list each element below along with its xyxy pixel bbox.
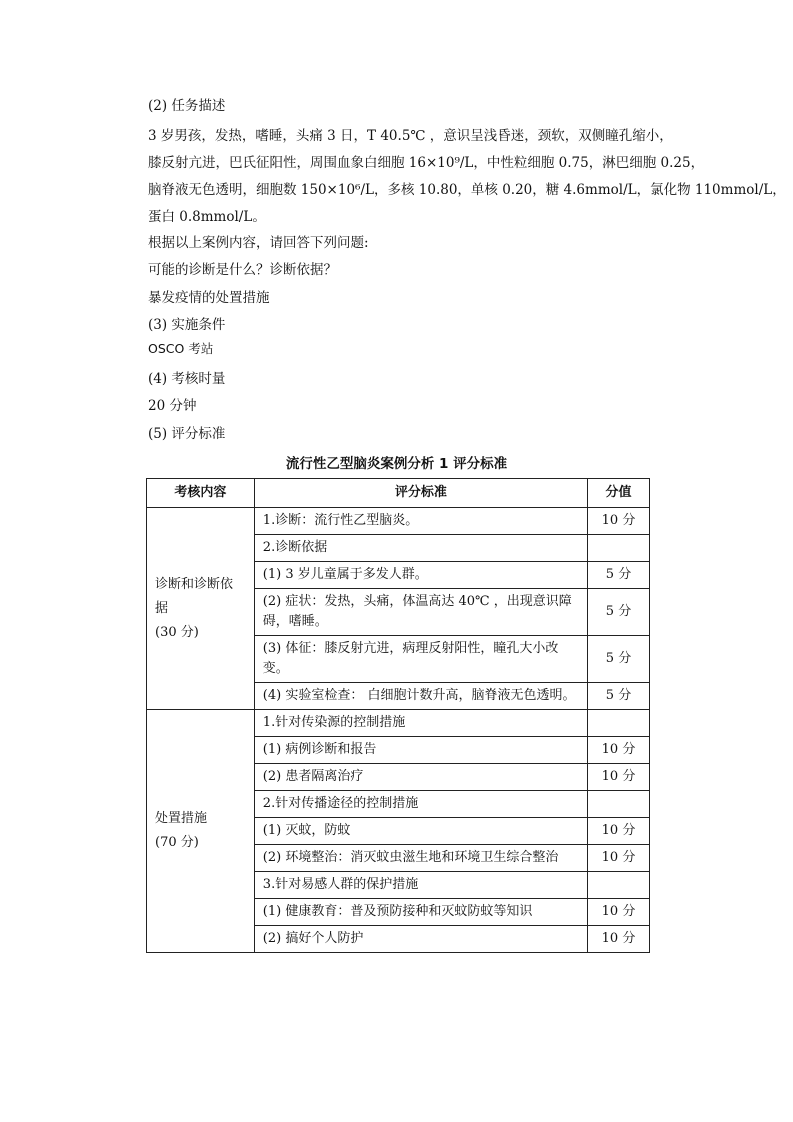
score-cell: 5 分 xyxy=(588,589,650,636)
conditions-heading: (3) 实施条件 xyxy=(148,317,226,333)
case-line-3: 脑脊液无色透明，细胞数 150×10⁶/L，多核 10.80，单核 0.20，糖 4.6mmol/L，氯化物 110mmol/L， xyxy=(148,182,786,198)
standard-heading: (5) 评分标准 xyxy=(148,426,226,442)
category-points: (70 分) xyxy=(155,835,199,850)
criteria-cell: (2) 搞好个人防护 xyxy=(254,926,587,953)
criteria-cell: 1.诊断：流行性乙型脑炎。 xyxy=(254,508,587,535)
question-2: 暴发疫情的处置措施 xyxy=(148,290,270,306)
score-cell: 10 分 xyxy=(588,818,650,845)
category-points: (30 分) xyxy=(155,624,199,640)
table-caption: 流行性乙型脑炎案例分析 1 评分标准 xyxy=(285,456,508,472)
question-1: 可能的诊断是什么？诊断依据？ xyxy=(148,262,337,278)
case-line-4: 蛋白 0.8mmol/L。 xyxy=(148,209,266,225)
criteria-cell: (2) 患者隔离治疗 xyxy=(254,764,587,791)
score-cell: 5 分 xyxy=(588,562,650,589)
header-content: 考核内容 xyxy=(147,479,255,508)
score-cell xyxy=(588,535,650,562)
criteria-cell: (1) 3 岁儿童属于多发人群。 xyxy=(254,562,587,589)
task-prompt: 根据以上案例内容，请回答下列问题: xyxy=(148,235,369,251)
criteria-cell: (2) 环境整治：消灭蚊虫滋生地和环境卫生综合整治 xyxy=(254,845,587,872)
category-name: 处置措施 xyxy=(155,811,208,826)
criteria-cell: 2.针对传播途径的控制措施 xyxy=(254,791,587,818)
table-row xyxy=(147,508,650,535)
criteria-cell: (1) 病例诊断和报告 xyxy=(254,737,587,764)
criteria-cell: (1) 健康教育：普及预防接种和灭蚊防蚊等知识 xyxy=(254,899,587,926)
category-name: 诊断和诊断依据 xyxy=(155,576,234,616)
scoring-table xyxy=(146,478,650,953)
criteria-cell: (4) 实验室检查： 白细胞计数升高，脑脊液无色透明。 xyxy=(254,683,587,710)
score-cell: 10 分 xyxy=(588,926,650,953)
criteria-cell: (3) 体征：膝反射亢进，病理反射阳性，瞳孔大小改变。 xyxy=(254,636,587,683)
case-line-2: 膝反射亢进，巴氏征阳性，周围血象白细胞 16×10⁹/L，中性粒细胞 0.75，淋巴细胞 0.25， xyxy=(148,155,705,171)
score-cell: 10 分 xyxy=(588,737,650,764)
case-line-1: 3 岁男孩，发热，嗜睡，头痛 3 日，T 40.5℃ ，意识呈浅昏迷，颈软，双侧瞳孔缩小， xyxy=(148,128,673,144)
table-row xyxy=(147,710,650,737)
task-heading: (2) 任务描述 xyxy=(148,98,226,114)
score-cell: 10 分 xyxy=(588,508,650,535)
category-cell xyxy=(147,508,255,710)
duration-heading: (4) 考核时量 xyxy=(148,371,226,387)
score-cell: 10 分 xyxy=(588,899,650,926)
table-header-row xyxy=(147,479,650,508)
criteria-cell: (2) 症状：发热，头痛，体温高达 40℃ ，出现意识障碍，嗜睡。 xyxy=(254,589,587,636)
score-cell xyxy=(588,791,650,818)
header-score: 分值 xyxy=(588,479,650,508)
category-cell xyxy=(147,710,255,953)
score-cell: 5 分 xyxy=(588,636,650,683)
score-cell: 10 分 xyxy=(588,764,650,791)
conditions-value: OSCO 考站 xyxy=(148,341,214,356)
criteria-cell: 3.针对易感人群的保护措施 xyxy=(254,872,587,899)
duration-value: 20 分钟 xyxy=(148,398,197,414)
score-cell xyxy=(588,710,650,737)
score-cell: 10 分 xyxy=(588,845,650,872)
score-cell: 5 分 xyxy=(588,683,650,710)
header-criteria: 评分标准 xyxy=(254,479,587,508)
score-cell xyxy=(588,872,650,899)
criteria-cell: 2.诊断依据 xyxy=(254,535,587,562)
criteria-cell: 1.针对传染源的控制措施 xyxy=(254,710,587,737)
criteria-cell: (1) 灭蚊，防蚊 xyxy=(254,818,587,845)
